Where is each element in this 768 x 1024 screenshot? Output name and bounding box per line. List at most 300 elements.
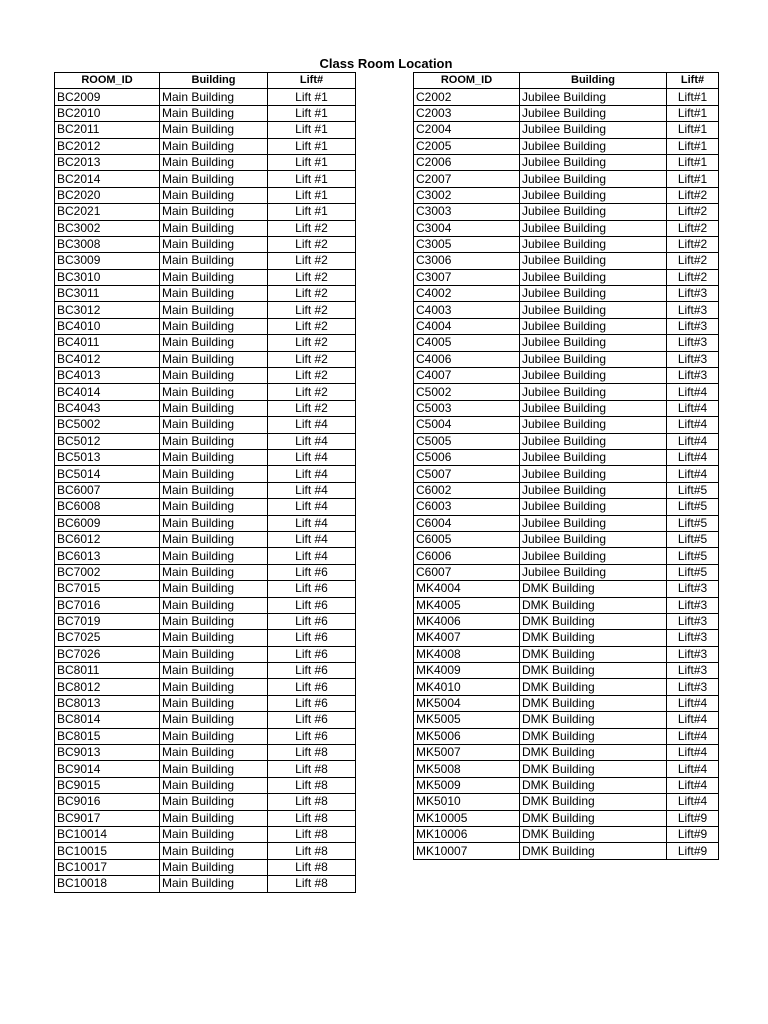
cell-building: Main Building xyxy=(160,105,268,121)
cell-lift: Lift#2 xyxy=(667,204,719,220)
cell-lift: Lift #8 xyxy=(268,810,356,826)
cell-lift: Lift#4 xyxy=(667,384,719,400)
cell-room-id: BC7016 xyxy=(55,597,160,613)
table-row xyxy=(55,154,356,170)
cell-lift: Lift #4 xyxy=(268,417,356,433)
cell-lift: Lift#5 xyxy=(667,515,719,531)
cell-lift: Lift #8 xyxy=(268,859,356,875)
cell-room-id: C5007 xyxy=(414,466,520,482)
cell-room-id: BC4011 xyxy=(55,335,160,351)
cell-room-id: BC7002 xyxy=(55,564,160,580)
cell-lift: Lift#3 xyxy=(667,597,719,613)
cell-building: Jubilee Building xyxy=(520,499,667,515)
cell-lift: Lift#4 xyxy=(667,728,719,744)
table-row xyxy=(55,253,356,269)
cell-building: DMK Building xyxy=(520,761,667,777)
cell-building: Main Building xyxy=(160,630,268,646)
cell-room-id: C2005 xyxy=(414,138,520,154)
table-row xyxy=(414,335,719,351)
page-title: Class Room Location xyxy=(319,56,453,71)
cell-building: DMK Building xyxy=(520,810,667,826)
table-row xyxy=(55,597,356,613)
cell-room-id: BC4012 xyxy=(55,351,160,367)
cell-room-id: MK5008 xyxy=(414,761,520,777)
cell-lift: Lift #6 xyxy=(268,712,356,728)
table-row xyxy=(55,89,356,105)
header-lift: Lift# xyxy=(667,73,719,89)
cell-building: Jubilee Building xyxy=(520,384,667,400)
cell-room-id: BC4014 xyxy=(55,384,160,400)
table-row xyxy=(55,581,356,597)
cell-lift: Lift #8 xyxy=(268,794,356,810)
cell-lift: Lift#3 xyxy=(667,351,719,367)
cell-building: Main Building xyxy=(160,236,268,252)
cell-lift: Lift #8 xyxy=(268,761,356,777)
table-row xyxy=(414,810,719,826)
cell-lift: Lift #6 xyxy=(268,630,356,646)
header-row xyxy=(55,73,356,89)
cell-room-id: BC6007 xyxy=(55,482,160,498)
cell-lift: Lift #2 xyxy=(268,286,356,302)
cell-building: Main Building xyxy=(160,597,268,613)
cell-building: Jubilee Building xyxy=(520,302,667,318)
cell-building: DMK Building xyxy=(520,777,667,793)
cell-room-id: C2002 xyxy=(414,89,520,105)
table-row xyxy=(55,269,356,285)
cell-room-id: MK10006 xyxy=(414,826,520,842)
table-row xyxy=(414,663,719,679)
table-row xyxy=(55,204,356,220)
cell-lift: Lift#3 xyxy=(667,335,719,351)
cell-building: Main Building xyxy=(160,449,268,465)
cell-room-id: BC10017 xyxy=(55,859,160,875)
cell-room-id: MK4009 xyxy=(414,663,520,679)
cell-building: Main Building xyxy=(160,89,268,105)
cell-building: DMK Building xyxy=(520,712,667,728)
cell-lift: Lift #2 xyxy=(268,368,356,384)
table-row xyxy=(55,171,356,187)
table-row xyxy=(55,302,356,318)
cell-lift: Lift#4 xyxy=(667,466,719,482)
cell-lift: Lift#4 xyxy=(667,761,719,777)
cell-lift: Lift#9 xyxy=(667,810,719,826)
cell-room-id: C2006 xyxy=(414,154,520,170)
cell-building: DMK Building xyxy=(520,794,667,810)
cell-lift: Lift#1 xyxy=(667,138,719,154)
cell-building: DMK Building xyxy=(520,745,667,761)
cell-room-id: BC6008 xyxy=(55,499,160,515)
table-row xyxy=(55,335,356,351)
cell-building: Main Building xyxy=(160,646,268,662)
cell-building: Jubilee Building xyxy=(520,335,667,351)
cell-lift: Lift #6 xyxy=(268,613,356,629)
cell-room-id: C2007 xyxy=(414,171,520,187)
cell-building: Main Building xyxy=(160,368,268,384)
table-row xyxy=(55,712,356,728)
cell-lift: Lift#4 xyxy=(667,712,719,728)
table-row xyxy=(55,810,356,826)
cell-lift: Lift #6 xyxy=(268,597,356,613)
cell-building: Main Building xyxy=(160,122,268,138)
cell-building: Main Building xyxy=(160,302,268,318)
table-row xyxy=(414,286,719,302)
cell-building: Jubilee Building xyxy=(520,204,667,220)
table-row xyxy=(414,843,719,859)
table-row xyxy=(55,859,356,875)
cell-building: Main Building xyxy=(160,876,268,892)
cell-lift: Lift#1 xyxy=(667,122,719,138)
table-row xyxy=(55,695,356,711)
table-row xyxy=(414,777,719,793)
cell-room-id: MK10005 xyxy=(414,810,520,826)
cell-room-id: C5004 xyxy=(414,417,520,433)
table-row xyxy=(414,449,719,465)
cell-lift: Lift#5 xyxy=(667,548,719,564)
table-row xyxy=(55,630,356,646)
cell-lift: Lift#3 xyxy=(667,679,719,695)
cell-lift: Lift#5 xyxy=(667,482,719,498)
cell-building: Main Building xyxy=(160,417,268,433)
cell-room-id: BC8015 xyxy=(55,728,160,744)
table-row xyxy=(55,105,356,121)
cell-lift: Lift#4 xyxy=(667,695,719,711)
table-row xyxy=(55,138,356,154)
table-row xyxy=(55,433,356,449)
table-row xyxy=(55,548,356,564)
table-row xyxy=(414,597,719,613)
table-row xyxy=(414,745,719,761)
table-row xyxy=(414,351,719,367)
cell-lift: Lift #8 xyxy=(268,777,356,793)
cell-room-id: BC9017 xyxy=(55,810,160,826)
cell-building: Main Building xyxy=(160,499,268,515)
cell-room-id: C4003 xyxy=(414,302,520,318)
cell-room-id: BC3009 xyxy=(55,253,160,269)
table-row xyxy=(414,220,719,236)
cell-building: Jubilee Building xyxy=(520,417,667,433)
table-row xyxy=(414,794,719,810)
cell-lift: Lift#4 xyxy=(667,433,719,449)
cell-building: Jubilee Building xyxy=(520,286,667,302)
table-row xyxy=(55,843,356,859)
cell-lift: Lift#3 xyxy=(667,286,719,302)
table-row xyxy=(55,679,356,695)
table-row xyxy=(414,253,719,269)
room-table-jubilee-dmk xyxy=(413,72,719,860)
cell-room-id: BC2013 xyxy=(55,154,160,170)
cell-building: Main Building xyxy=(160,581,268,597)
cell-building: Main Building xyxy=(160,335,268,351)
cell-building: DMK Building xyxy=(520,581,667,597)
cell-building: Main Building xyxy=(160,220,268,236)
cell-building: Main Building xyxy=(160,269,268,285)
cell-building: DMK Building xyxy=(520,679,667,695)
table-row xyxy=(55,728,356,744)
header-building: Building xyxy=(520,73,667,89)
table-row xyxy=(414,482,719,498)
cell-room-id: BC9013 xyxy=(55,745,160,761)
table-row xyxy=(414,531,719,547)
table-row xyxy=(55,663,356,679)
cell-lift: Lift #2 xyxy=(268,302,356,318)
cell-lift: Lift#5 xyxy=(667,499,719,515)
cell-room-id: MK5009 xyxy=(414,777,520,793)
cell-building: Main Building xyxy=(160,204,268,220)
cell-room-id: BC8014 xyxy=(55,712,160,728)
cell-room-id: BC4010 xyxy=(55,318,160,334)
cell-room-id: BC7026 xyxy=(55,646,160,662)
table-row xyxy=(414,581,719,597)
cell-building: Main Building xyxy=(160,351,268,367)
cell-lift: Lift#9 xyxy=(667,843,719,859)
cell-lift: Lift#3 xyxy=(667,368,719,384)
cell-lift: Lift#4 xyxy=(667,794,719,810)
cell-lift: Lift #2 xyxy=(268,351,356,367)
cell-lift: Lift#1 xyxy=(667,154,719,170)
cell-building: Jubilee Building xyxy=(520,449,667,465)
cell-lift: Lift #2 xyxy=(268,236,356,252)
table-row xyxy=(55,122,356,138)
cell-building: Main Building xyxy=(160,286,268,302)
cell-room-id: BC9015 xyxy=(55,777,160,793)
table-row xyxy=(414,712,719,728)
cell-lift: Lift #4 xyxy=(268,466,356,482)
cell-building: Main Building xyxy=(160,695,268,711)
cell-room-id: BC6012 xyxy=(55,531,160,547)
cell-building: Jubilee Building xyxy=(520,531,667,547)
header-room-id: ROOM_ID xyxy=(55,73,160,89)
cell-building: Main Building xyxy=(160,531,268,547)
cell-lift: Lift#4 xyxy=(667,417,719,433)
table-row xyxy=(55,482,356,498)
cell-lift: Lift #4 xyxy=(268,449,356,465)
table-row xyxy=(414,761,719,777)
cell-room-id: BC2014 xyxy=(55,171,160,187)
table-row xyxy=(55,368,356,384)
cell-room-id: MK4010 xyxy=(414,679,520,695)
cell-room-id: MK5010 xyxy=(414,794,520,810)
header-lift: Lift# xyxy=(268,73,356,89)
cell-lift: Lift #1 xyxy=(268,138,356,154)
cell-lift: Lift#3 xyxy=(667,613,719,629)
table-body xyxy=(414,89,719,859)
cell-building: Main Building xyxy=(160,745,268,761)
table-row xyxy=(414,269,719,285)
table-body xyxy=(55,89,356,892)
cell-room-id: BC8013 xyxy=(55,695,160,711)
table-row xyxy=(414,466,719,482)
cell-lift: Lift #2 xyxy=(268,318,356,334)
cell-room-id: C3002 xyxy=(414,187,520,203)
cell-room-id: C6004 xyxy=(414,515,520,531)
cell-lift: Lift #6 xyxy=(268,728,356,744)
table-row xyxy=(55,286,356,302)
table-row xyxy=(414,89,719,105)
cell-room-id: C4005 xyxy=(414,335,520,351)
cell-room-id: C5002 xyxy=(414,384,520,400)
cell-room-id: C4007 xyxy=(414,368,520,384)
cell-building: Jubilee Building xyxy=(520,400,667,416)
cell-room-id: BC2020 xyxy=(55,187,160,203)
cell-room-id: BC8012 xyxy=(55,679,160,695)
cell-building: Jubilee Building xyxy=(520,187,667,203)
cell-building: Main Building xyxy=(160,826,268,842)
cell-building: Main Building xyxy=(160,318,268,334)
table-row xyxy=(414,368,719,384)
cell-room-id: MK10007 xyxy=(414,843,520,859)
cell-building: Main Building xyxy=(160,613,268,629)
table-row xyxy=(55,777,356,793)
table-row xyxy=(414,499,719,515)
cell-lift: Lift #6 xyxy=(268,581,356,597)
table-row xyxy=(414,564,719,580)
cell-room-id: BC3010 xyxy=(55,269,160,285)
table-row xyxy=(55,761,356,777)
table-row xyxy=(414,154,719,170)
cell-building: Jubilee Building xyxy=(520,564,667,580)
cell-lift: Lift#1 xyxy=(667,89,719,105)
cell-room-id: BC3002 xyxy=(55,220,160,236)
cell-lift: Lift#2 xyxy=(667,269,719,285)
table-row xyxy=(414,204,719,220)
cell-building: Main Building xyxy=(160,400,268,416)
cell-lift: Lift #6 xyxy=(268,679,356,695)
cell-room-id: BC9016 xyxy=(55,794,160,810)
table-row xyxy=(55,531,356,547)
table-row xyxy=(414,236,719,252)
cell-lift: Lift #2 xyxy=(268,269,356,285)
cell-room-id: C2004 xyxy=(414,122,520,138)
cell-lift: Lift#2 xyxy=(667,187,719,203)
cell-lift: Lift#5 xyxy=(667,531,719,547)
table-row xyxy=(55,220,356,236)
table-row xyxy=(414,138,719,154)
cell-room-id: MK5007 xyxy=(414,745,520,761)
cell-lift: Lift #6 xyxy=(268,663,356,679)
cell-building: DMK Building xyxy=(520,663,667,679)
cell-building: Main Building xyxy=(160,794,268,810)
table-row xyxy=(55,876,356,892)
cell-building: Jubilee Building xyxy=(520,171,667,187)
cell-lift: Lift#3 xyxy=(667,318,719,334)
cell-lift: Lift #4 xyxy=(268,433,356,449)
cell-lift: Lift #2 xyxy=(268,400,356,416)
cell-room-id: BC2011 xyxy=(55,122,160,138)
table-row xyxy=(414,122,719,138)
cell-room-id: BC2012 xyxy=(55,138,160,154)
cell-building: Main Building xyxy=(160,663,268,679)
cell-room-id: MK4008 xyxy=(414,646,520,662)
table-row xyxy=(55,449,356,465)
cell-room-id: C3004 xyxy=(414,220,520,236)
cell-room-id: BC6009 xyxy=(55,515,160,531)
table-row xyxy=(414,433,719,449)
cell-building: Jubilee Building xyxy=(520,351,667,367)
table-row xyxy=(414,630,719,646)
cell-building: Main Building xyxy=(160,154,268,170)
cell-room-id: BC7019 xyxy=(55,613,160,629)
table-row xyxy=(55,794,356,810)
cell-building: Jubilee Building xyxy=(520,515,667,531)
cell-room-id: BC3011 xyxy=(55,286,160,302)
cell-lift: Lift #2 xyxy=(268,335,356,351)
cell-room-id: MK5005 xyxy=(414,712,520,728)
cell-building: Main Building xyxy=(160,138,268,154)
cell-building: DMK Building xyxy=(520,597,667,613)
cell-lift: Lift #6 xyxy=(268,646,356,662)
cell-room-id: BC2010 xyxy=(55,105,160,121)
cell-building: Main Building xyxy=(160,515,268,531)
cell-building: DMK Building xyxy=(520,728,667,744)
cell-building: Main Building xyxy=(160,548,268,564)
table-row xyxy=(55,646,356,662)
cell-lift: Lift #1 xyxy=(268,187,356,203)
cell-building: DMK Building xyxy=(520,613,667,629)
cell-room-id: C4002 xyxy=(414,286,520,302)
cell-room-id: C3005 xyxy=(414,236,520,252)
cell-room-id: MK5004 xyxy=(414,695,520,711)
table-row xyxy=(414,400,719,416)
cell-building: Jubilee Building xyxy=(520,269,667,285)
cell-building: DMK Building xyxy=(520,843,667,859)
cell-room-id: BC5013 xyxy=(55,449,160,465)
cell-room-id: BC3012 xyxy=(55,302,160,318)
cell-building: Jubilee Building xyxy=(520,433,667,449)
cell-building: Main Building xyxy=(160,564,268,580)
cell-building: Main Building xyxy=(160,171,268,187)
cell-room-id: C6003 xyxy=(414,499,520,515)
cell-room-id: BC2021 xyxy=(55,204,160,220)
cell-room-id: C3003 xyxy=(414,204,520,220)
cell-building: Jubilee Building xyxy=(520,220,667,236)
cell-lift: Lift#2 xyxy=(667,253,719,269)
cell-room-id: C6007 xyxy=(414,564,520,580)
cell-room-id: C5003 xyxy=(414,400,520,416)
cell-room-id: BC2009 xyxy=(55,89,160,105)
cell-lift: Lift#2 xyxy=(667,220,719,236)
table-row xyxy=(414,695,719,711)
cell-room-id: C6005 xyxy=(414,531,520,547)
cell-room-id: MK4006 xyxy=(414,613,520,629)
cell-lift: Lift#5 xyxy=(667,564,719,580)
cell-building: Main Building xyxy=(160,777,268,793)
cell-lift: Lift#9 xyxy=(667,826,719,842)
cell-lift: Lift#4 xyxy=(667,449,719,465)
cell-room-id: BC7025 xyxy=(55,630,160,646)
cell-room-id: BC5002 xyxy=(55,417,160,433)
cell-room-id: MK4005 xyxy=(414,597,520,613)
cell-building: Jubilee Building xyxy=(520,482,667,498)
cell-lift: Lift#2 xyxy=(667,236,719,252)
cell-room-id: BC5012 xyxy=(55,433,160,449)
cell-room-id: BC9014 xyxy=(55,761,160,777)
cell-lift: Lift #8 xyxy=(268,826,356,842)
cell-room-id: MK4007 xyxy=(414,630,520,646)
table-row xyxy=(414,679,719,695)
cell-building: DMK Building xyxy=(520,826,667,842)
cell-building: Main Building xyxy=(160,728,268,744)
cell-room-id: C6002 xyxy=(414,482,520,498)
room-table-main xyxy=(54,72,356,893)
table-row xyxy=(414,646,719,662)
cell-room-id: C5006 xyxy=(414,449,520,465)
cell-room-id: C5005 xyxy=(414,433,520,449)
table-row xyxy=(55,613,356,629)
cell-building: Jubilee Building xyxy=(520,466,667,482)
cell-room-id: C3007 xyxy=(414,269,520,285)
cell-room-id: C3006 xyxy=(414,253,520,269)
cell-room-id: BC3008 xyxy=(55,236,160,252)
